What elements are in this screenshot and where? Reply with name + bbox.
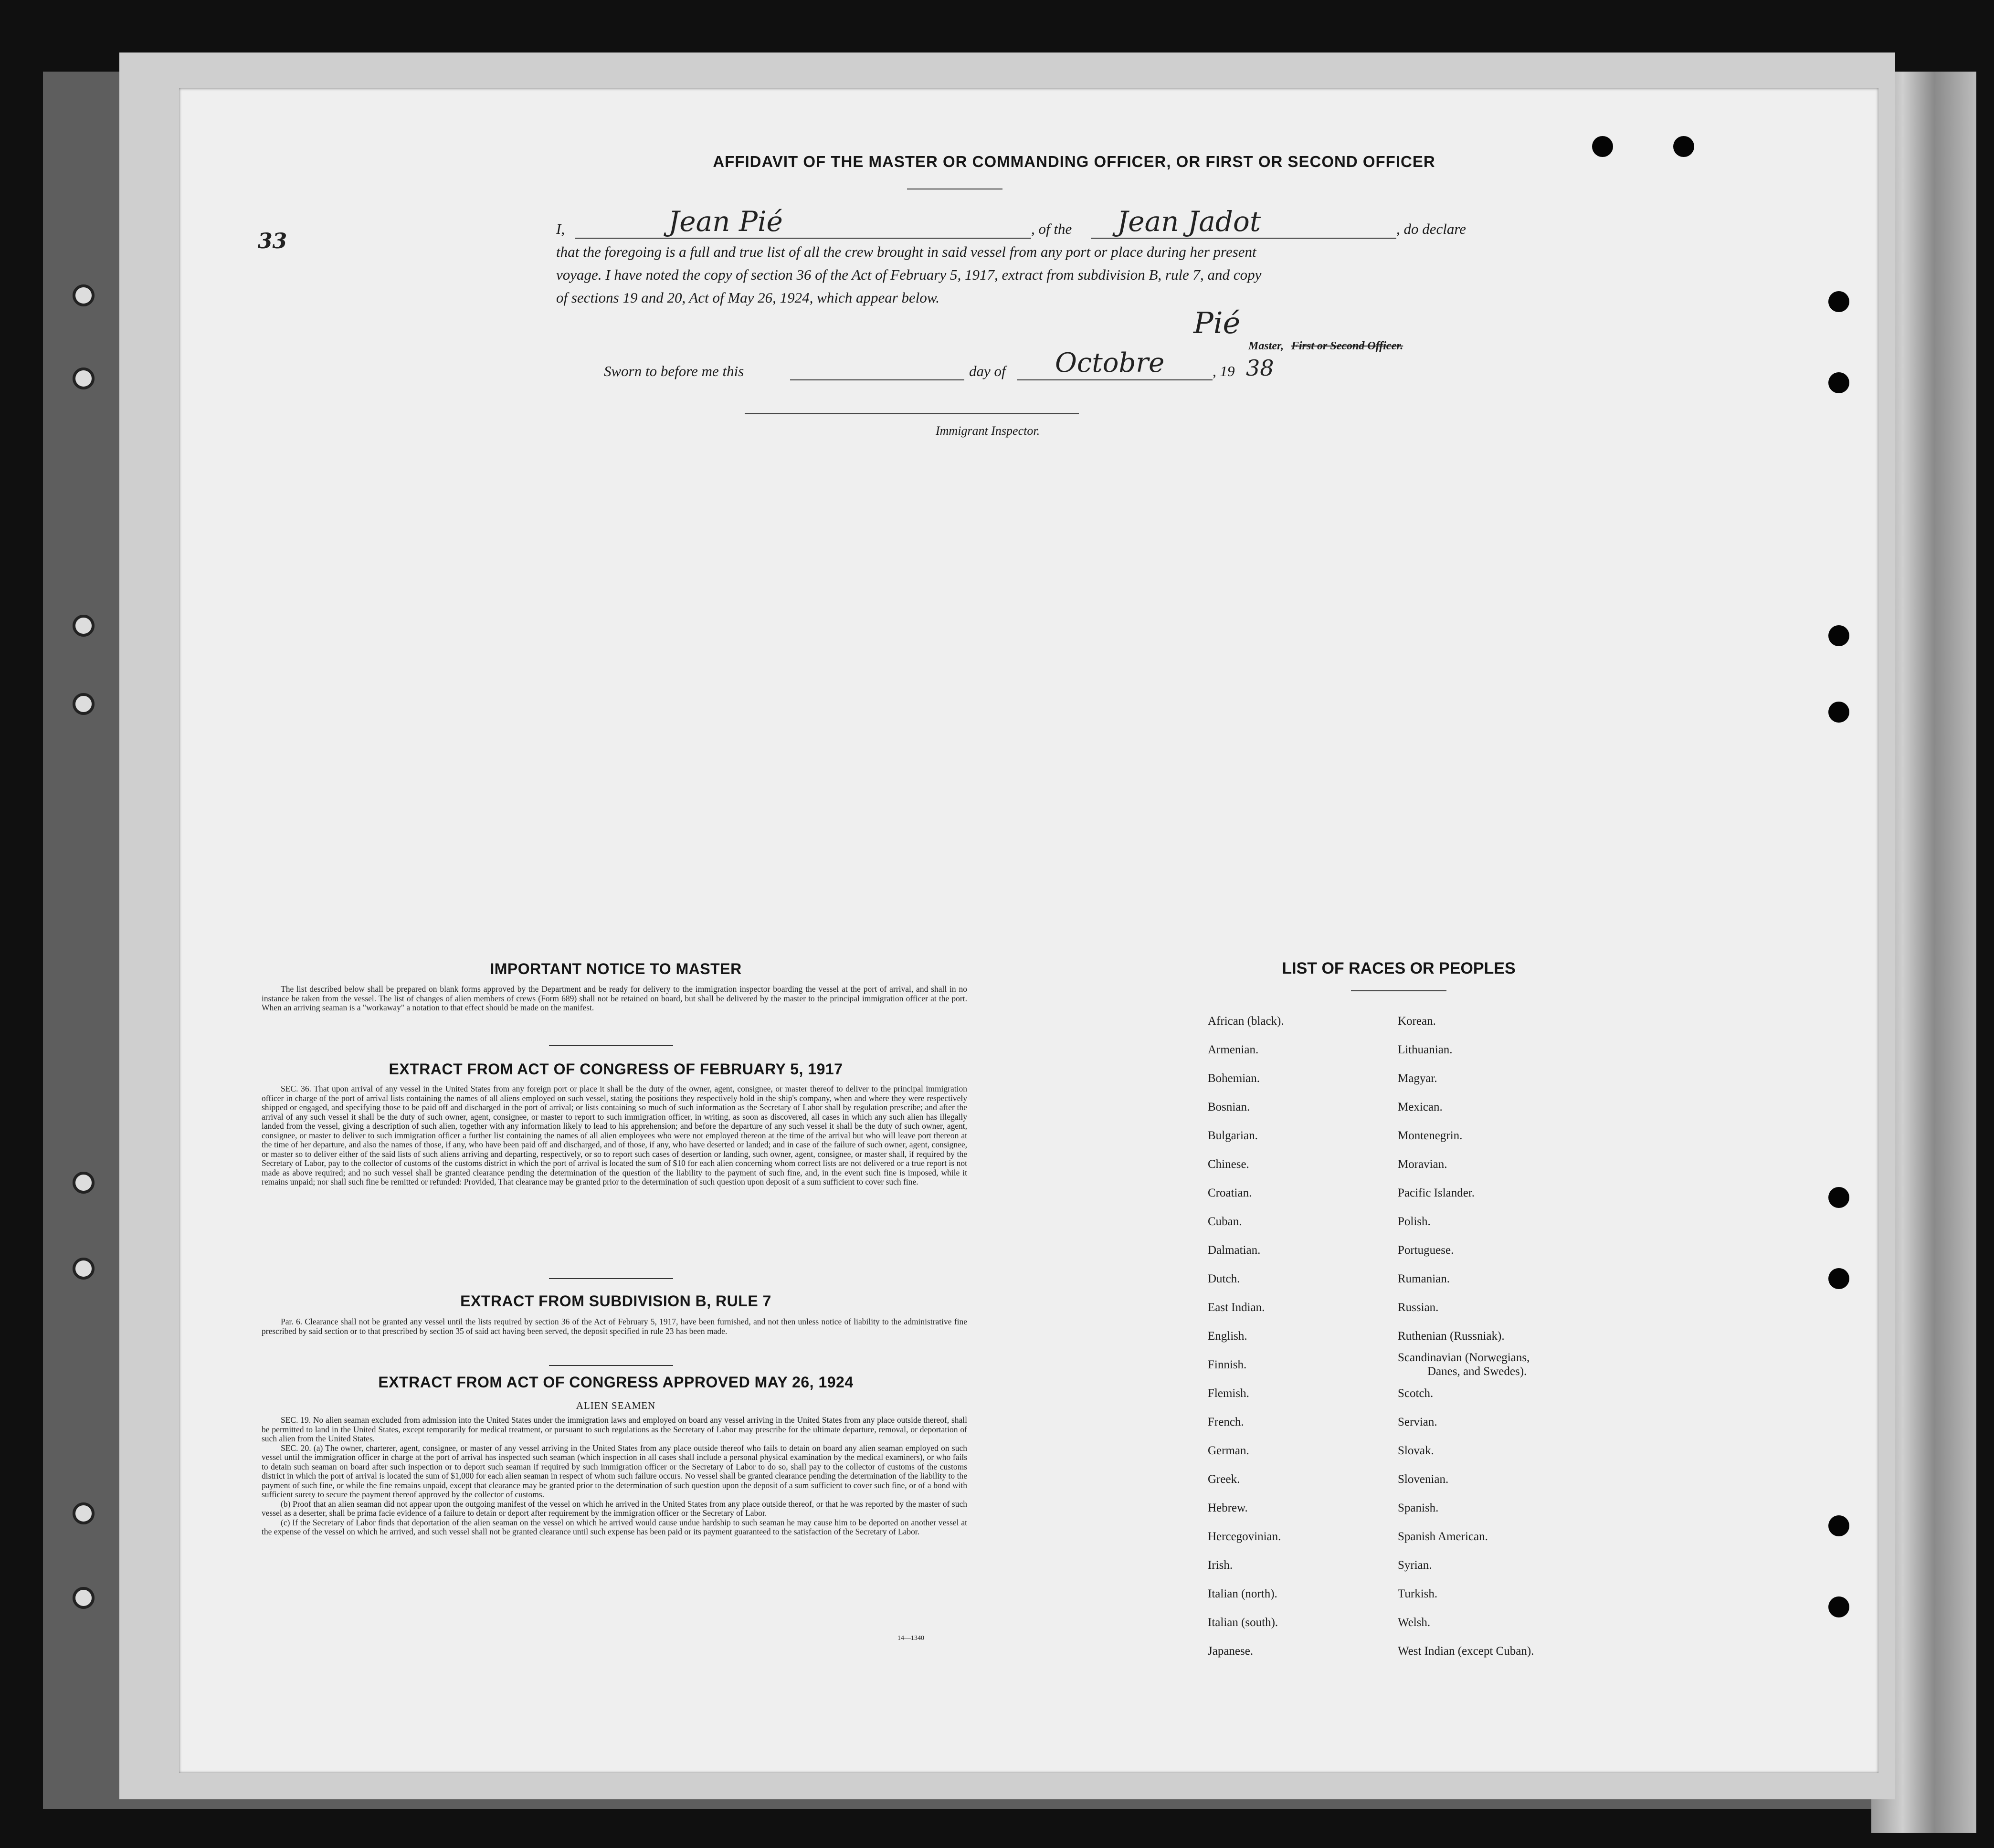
punch-hole bbox=[1673, 136, 1694, 157]
sworn-day-line bbox=[790, 379, 964, 380]
races-right-column bbox=[1398, 1007, 1534, 1666]
form-number: 14—1340 bbox=[897, 1635, 924, 1642]
alien-seamen-subtitle: ALIEN SEAMEN bbox=[576, 1400, 656, 1411]
race-item: Japanese. bbox=[1208, 1645, 1254, 1658]
extract-1924-text bbox=[262, 1416, 967, 1537]
race-item: Bohemian. bbox=[1208, 1072, 1260, 1085]
race-item: Dutch. bbox=[1208, 1272, 1240, 1285]
year-prefix: , 19 bbox=[1213, 363, 1235, 379]
do-declare: , do declare bbox=[1396, 220, 1466, 237]
punch-hole bbox=[73, 1172, 95, 1194]
section-20a-paragraph: SEC. 20. (a) The owner, charterer, agent, consignee, or master of any vessel arriving in the United States from any place outside thereof who fails to detain on board any alien seaman employed on such vessel until the immigration officer in charge at the port of arrival has inspected such seaman (which inspection in all cases shall include a personal physical examination by the medical examiners), or who fails to detain such seaman on board after such inspection or to deport such seaman if required by such immigration officer or the Secretary of Labor to do so, shall pay to the collector of customs of the customs district in which the port of arrival is located the sum of $1,000 for each alien seaman in respect of whom such failure occurs. No vessel shall be granted clearance pending the determination of the liability to the payment of such fine, or while the fine remains unpaid, except that clearance may be granted prior to the determination of such question upon the deposit of a sum sufficient to cover such fine, or of a bond with sufficient surety to secure the payment thereof approved by the collector of customs. bbox=[262, 1443, 967, 1499]
inspector-signature-line bbox=[745, 413, 1079, 414]
master-caption: Master, bbox=[1248, 340, 1284, 352]
margin-mark: 33 bbox=[258, 229, 287, 253]
race-item: Spanish. bbox=[1398, 1502, 1439, 1514]
of-the-label: , of the bbox=[1031, 220, 1072, 237]
race-item: English. bbox=[1208, 1330, 1247, 1343]
race-item: Spanish American. bbox=[1398, 1530, 1488, 1543]
extract-1917-title: EXTRACT FROM ACT OF CONGRESS OF FEBRUARY 5, 1917 bbox=[389, 1060, 843, 1078]
inspector-caption: Immigrant Inspector. bbox=[936, 424, 1040, 438]
race-item: Scotch. bbox=[1398, 1387, 1434, 1400]
section-rule bbox=[549, 1278, 673, 1279]
race-item-continuation: Danes, and Swedes). bbox=[1427, 1365, 1527, 1378]
punch-hole bbox=[1828, 625, 1849, 646]
race-item: Russian. bbox=[1398, 1301, 1439, 1314]
races-title-rule bbox=[1351, 990, 1446, 991]
i-label: I, bbox=[556, 220, 565, 237]
master-name: Jean Pié bbox=[668, 205, 783, 238]
race-item: Irish. bbox=[1208, 1559, 1233, 1572]
race-item: Ruthenian (Russniak). bbox=[1398, 1330, 1505, 1343]
section-36-paragraph: SEC. 36. That upon arrival of any vessel in the United States from any foreign port or place it shall be the duty of the owner, agent, consignee, or master thereof to deliver to the principal immigration officer in charge of the port of arrival lists containing the names of all aliens employed on such vessel, stating the positions they respectively hold in the ship's company, when and where they were respectively shipped or engaged, and specifying those to be paid off and discharged in the port of arrival; or lists containing so much of such information as the Secretary of Labor shall by regulation prescribe; and after the arrival of any such vessel it shall be the duty of such owner, agent, consignee, or master to report to such immigration officer, in writing, as soon as discovered, all cases in which any such alien has illegally landed from the vessel, giving a description of such alien, together with any information likely to lead to his apprehension; and before the departure of any such vessel it shall be the duty of such owner, agent, consignee, or master to deliver to such immigration officer a further list containing the names of all alien employees who were not employed thereon at the time of the arrival but who will leave port thereon at the time of her departure, and also the names of those, if any, who have been paid off and discharged, and of those, if any, who have deserted or landed; and in case of the failure of such owner, agent, consignee, or master so to deliver either of the said lists of such aliens arriving and departing, respectively, or so to report such cases of desertion or landing, such owner, agent, consignee, or master shall, if required by the Secretary of Labor, pay to the collector of customs of the customs district in which the port of arrival is located the sum of $10 for each alien concerning whom correct lists are not delivered or a true report is not made as above required; and no such vessel shall be granted clearance pending the determination of the question of the liability to the payment of such fine, and, in the event such fine is imposed, while it remains unpaid; nor shall such fine be remitted or refunded: Provided, That clearance may be granted prior to the determination of such question upon deposit of a sum sufficient to cover such fine. bbox=[262, 1084, 967, 1186]
punch-hole bbox=[73, 693, 95, 715]
year-handwritten: 38 bbox=[1246, 355, 1274, 381]
race-item: Mexican. bbox=[1398, 1101, 1443, 1113]
punch-hole bbox=[73, 368, 95, 389]
affidavit-line-3: voyage. I have noted the copy of section 36 of the Act of February 5, 1917, extract from subdivision B, rule 7, and copy bbox=[556, 266, 1262, 283]
race-item: Slovak. bbox=[1398, 1444, 1434, 1457]
day-of-label: day of bbox=[969, 363, 1006, 379]
race-item: Italian (south). bbox=[1208, 1616, 1278, 1629]
punch-hole bbox=[1828, 702, 1849, 723]
race-item: Lithuanian. bbox=[1398, 1043, 1453, 1056]
struck-officer-caption: First or Second Officer. bbox=[1291, 340, 1403, 352]
punch-hole bbox=[1828, 372, 1849, 393]
race-item: Greek. bbox=[1208, 1473, 1240, 1486]
extract-rule7-title: EXTRACT FROM SUBDIVISION B, RULE 7 bbox=[460, 1292, 771, 1310]
race-item: Dalmatian. bbox=[1208, 1244, 1261, 1257]
punch-hole bbox=[73, 615, 95, 637]
section-rule bbox=[549, 1365, 673, 1366]
race-item: Croatian. bbox=[1208, 1186, 1252, 1199]
races-left-column bbox=[1208, 1007, 1284, 1666]
master-name-line bbox=[575, 238, 1031, 239]
race-item: German. bbox=[1208, 1444, 1249, 1457]
race-item: Chinese. bbox=[1208, 1158, 1249, 1171]
vessel-name-line bbox=[1091, 238, 1396, 239]
race-item: French. bbox=[1208, 1416, 1244, 1428]
month-line bbox=[1017, 379, 1213, 380]
race-item: Hebrew. bbox=[1208, 1502, 1248, 1514]
master-signature: Pié bbox=[1193, 305, 1241, 340]
par-6-paragraph: Par. 6. Clearance shall not be granted any vessel until the lists required by section 36 of the Act of February 5, 1917, have been furnished, and not then unless notice of liability to the administrative fine prescribed by said section or to that prescribed by section 35 of said act having been served, the deposit specified in rule 23 has been made. bbox=[262, 1317, 967, 1336]
punch-hole bbox=[73, 1258, 95, 1280]
race-item: East Indian. bbox=[1208, 1301, 1265, 1314]
sworn-label: Sworn to before me this bbox=[604, 363, 744, 379]
race-item: Italian (north). bbox=[1208, 1587, 1277, 1600]
punch-hole bbox=[1828, 1515, 1849, 1536]
race-item: Welsh. bbox=[1398, 1616, 1431, 1629]
race-item: Armenian. bbox=[1208, 1043, 1259, 1056]
section-rule bbox=[549, 1045, 673, 1046]
extract-1924-title: EXTRACT FROM ACT OF CONGRESS APPROVED MAY 26, 1924 bbox=[378, 1374, 854, 1391]
race-item: Montenegrin. bbox=[1398, 1129, 1463, 1142]
notice-text bbox=[262, 985, 967, 1013]
race-item: Moravian. bbox=[1398, 1158, 1447, 1171]
race-item: Flemish. bbox=[1208, 1387, 1249, 1400]
affidavit-line-2: that the foregoing is a full and true list of all the crew brought in said vessel from any port or place during her present bbox=[556, 243, 1256, 260]
race-item: Pacific Islander. bbox=[1398, 1186, 1475, 1199]
notice-title: IMPORTANT NOTICE TO MASTER bbox=[490, 960, 742, 977]
races-title: LIST OF RACES OR PEOPLES bbox=[1282, 959, 1516, 977]
punch-hole bbox=[1828, 291, 1849, 312]
affidavit-title: AFFIDAVIT OF THE MASTER OR COMMANDING OFFICER, OR FIRST OR SECOND OFFICER bbox=[713, 153, 1435, 170]
race-item: Finnish. bbox=[1208, 1358, 1247, 1371]
punch-hole bbox=[73, 284, 95, 306]
punch-hole bbox=[1828, 1187, 1849, 1208]
punch-hole bbox=[73, 1502, 95, 1524]
vessel-name: Jean Jadot bbox=[1117, 205, 1261, 238]
race-item: Bosnian. bbox=[1208, 1101, 1250, 1113]
race-item: Turkish. bbox=[1398, 1587, 1438, 1600]
race-item: Rumanian. bbox=[1398, 1272, 1450, 1285]
race-item: Servian. bbox=[1398, 1416, 1437, 1428]
section-20c-paragraph: (c) If the Secretary of Labor finds that deportation of the alien seaman on the vessel on which he arrived would cause undue hardship to such seaman he may cause him to be deported on another vessel at the expense of the vessel on which he arrived, and such vessel shall not be granted clearance until such expense has been paid or its payment guaranteed to the satisfaction of the Secretary of Labor. bbox=[262, 1517, 967, 1536]
notice-paragraph: The list described below shall be prepared on blank forms approved by the Department and be ready for delivery to the immigration inspector boarding the vessel at the port of arrival, and shall in no instance be taken from the vessel. The list of changes of alien members of crews (Form 689) shall not be retained on board, but shall be delivered by the master to the principal immigration officer at the port. When an arriving seaman is a "workaway" a notation to that effect should be made on the manifest. bbox=[262, 984, 967, 1012]
month-handwritten: Octobre bbox=[1055, 347, 1165, 378]
race-item: Korean. bbox=[1398, 1015, 1436, 1028]
race-item: Bulgarian. bbox=[1208, 1129, 1258, 1142]
race-item: Magyar. bbox=[1398, 1072, 1437, 1085]
race-item: Portuguese. bbox=[1398, 1244, 1454, 1257]
race-item: Syrian. bbox=[1398, 1559, 1432, 1572]
race-item: Slovenian. bbox=[1398, 1473, 1449, 1486]
section-19-paragraph: SEC. 19. No alien seaman excluded from admission into the United States under the immigration laws and employed on board any vessel arriving in the United States from any place outside thereof, shall be permitted to land in the United States, except temporarily for medical treatment, or pursuant to such regulations as the Secretary of Labor may prescribe for the ultimate departure, removal, or deportation of such alien from the United States. bbox=[262, 1415, 967, 1443]
race-item: Cuban. bbox=[1208, 1215, 1242, 1228]
affidavit-line-4: of sections 19 and 20, Act of May 26, 1924, which appear below. bbox=[556, 289, 940, 306]
race-item: African (black). bbox=[1208, 1015, 1284, 1028]
race-item: Hercegovinian. bbox=[1208, 1530, 1281, 1543]
race-item: West Indian (except Cuban). bbox=[1398, 1645, 1534, 1658]
punch-hole bbox=[1828, 1596, 1849, 1617]
extract-1917-text bbox=[262, 1084, 967, 1187]
punch-hole bbox=[1828, 1268, 1849, 1289]
race-item: Polish. bbox=[1398, 1215, 1431, 1228]
extract-rule7-text bbox=[262, 1317, 967, 1336]
punch-hole bbox=[73, 1587, 95, 1609]
section-20b-paragraph: (b) Proof that an alien seaman did not appear upon the outgoing manifest of the vessel on which he arrived in the United States from any place outside thereof, or that he was reported by the master of such vessel as a deserter, shall be prima facie evidence of a failure to detain or deport after requirement by the immigration officer or the Secretary of Labor. bbox=[262, 1499, 967, 1518]
race-item: Scandinavian (Norwegians, bbox=[1398, 1351, 1530, 1364]
